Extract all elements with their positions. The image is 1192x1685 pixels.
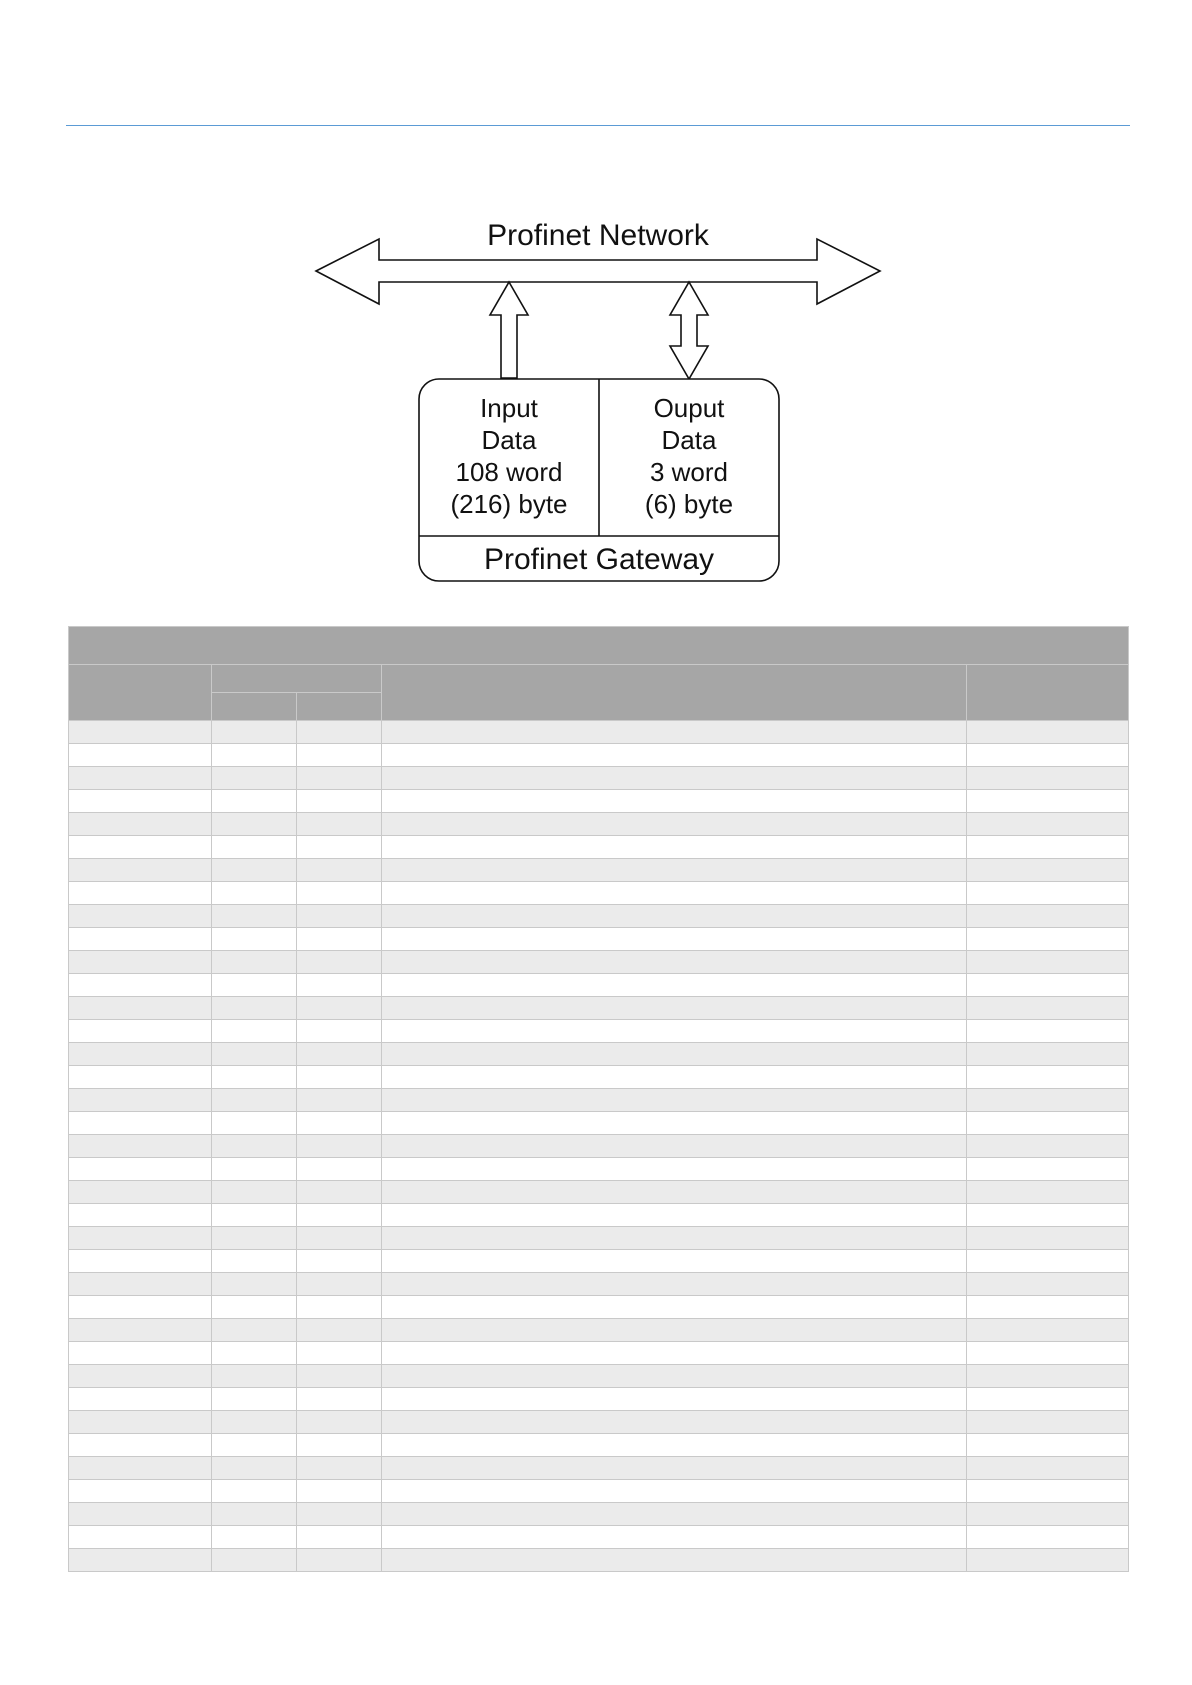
table-cell <box>382 1181 967 1204</box>
table-cell <box>297 1503 382 1526</box>
table-cell <box>69 1227 212 1250</box>
table-cell <box>382 1112 967 1135</box>
table-cell <box>382 767 967 790</box>
table-cell <box>297 1089 382 1112</box>
table-cell <box>297 836 382 859</box>
table-cell <box>69 1549 212 1572</box>
table-cell <box>967 721 1129 744</box>
table-cell <box>967 836 1129 859</box>
table-row <box>69 1020 1129 1043</box>
table-cell <box>967 882 1129 905</box>
table-cell <box>212 767 297 790</box>
table-cell <box>382 1250 967 1273</box>
table-cell <box>382 1204 967 1227</box>
table-cell <box>297 790 382 813</box>
table-row <box>69 1526 1129 1549</box>
table-cell <box>382 813 967 836</box>
table-cell <box>382 905 967 928</box>
output-box-line-3: 3 word <box>649 457 729 487</box>
table-row <box>69 1411 1129 1434</box>
table-cell <box>69 859 212 882</box>
table-cell <box>212 951 297 974</box>
table-cell <box>69 1273 212 1296</box>
table-cell <box>297 997 382 1020</box>
table-cell <box>69 744 212 767</box>
table-cell <box>69 928 212 951</box>
table-cell <box>967 1112 1129 1135</box>
table-cell <box>967 813 1129 836</box>
table-cell <box>297 1549 382 1572</box>
table-row <box>69 1503 1129 1526</box>
data-table <box>68 626 1129 1572</box>
table-cell <box>382 790 967 813</box>
table-cell <box>69 1342 212 1365</box>
table-cell <box>297 1319 382 1342</box>
table-cell <box>69 1112 212 1135</box>
table-cell <box>212 813 297 836</box>
table-cell <box>967 1089 1129 1112</box>
table-cell <box>212 1043 297 1066</box>
table-cell <box>212 1135 297 1158</box>
table-cell <box>212 721 297 744</box>
table-cell <box>69 767 212 790</box>
header-cell-col1 <box>69 665 212 721</box>
table-cell <box>69 1181 212 1204</box>
table-cell <box>297 1388 382 1411</box>
network-label: Profinet Network <box>487 219 709 252</box>
table-cell <box>297 1112 382 1135</box>
table-cell <box>69 790 212 813</box>
table-cell <box>967 1549 1129 1572</box>
header-subcell-b <box>297 693 382 721</box>
table-row <box>69 928 1129 951</box>
table-cell <box>69 813 212 836</box>
output-box-line-1: Ouput <box>653 393 725 423</box>
table-cell <box>297 1227 382 1250</box>
table-cell <box>297 1526 382 1549</box>
table-cell <box>297 1273 382 1296</box>
table-cell <box>212 1457 297 1480</box>
table-cell <box>69 1526 212 1549</box>
table-cell <box>69 1319 212 1342</box>
table-cell <box>967 1250 1129 1273</box>
table-cell <box>69 1020 212 1043</box>
table-cell <box>967 744 1129 767</box>
table-cell <box>967 859 1129 882</box>
table-title-cell <box>69 627 1129 665</box>
table-cell <box>212 1020 297 1043</box>
table-cell <box>382 1158 967 1181</box>
table-row <box>69 1250 1129 1273</box>
table-cell <box>382 1227 967 1250</box>
table-row <box>69 997 1129 1020</box>
table-cell <box>967 1480 1129 1503</box>
table-row <box>69 1066 1129 1089</box>
header-cell-col4 <box>382 665 967 721</box>
table-cell <box>212 1296 297 1319</box>
table-cell <box>212 1503 297 1526</box>
table-cell <box>382 1020 967 1043</box>
table-cell <box>967 1411 1129 1434</box>
table-cell <box>212 1089 297 1112</box>
header-subcell-a <box>212 693 297 721</box>
table-cell <box>212 1227 297 1250</box>
table-cell <box>967 1135 1129 1158</box>
table-cell <box>212 1411 297 1434</box>
table-cell <box>212 1342 297 1365</box>
table-cell <box>297 859 382 882</box>
table-cell <box>297 813 382 836</box>
table-row <box>69 1388 1129 1411</box>
table-cell <box>297 905 382 928</box>
table-row <box>69 1549 1129 1572</box>
table-cell <box>382 1388 967 1411</box>
table-body <box>69 721 1129 1572</box>
table-row <box>69 1112 1129 1135</box>
table-row <box>69 882 1129 905</box>
table-cell <box>967 1526 1129 1549</box>
table-cell <box>382 1066 967 1089</box>
table-cell <box>297 1365 382 1388</box>
table-cell <box>69 836 212 859</box>
table-cell <box>212 905 297 928</box>
profinet-diagram <box>0 0 1192 600</box>
table-row <box>69 1089 1129 1112</box>
table-cell <box>297 1296 382 1319</box>
table-cell <box>967 1204 1129 1227</box>
table-cell <box>382 951 967 974</box>
table-cell <box>382 1342 967 1365</box>
table-cell <box>382 974 967 997</box>
table-cell <box>382 1411 967 1434</box>
table-cell <box>212 1480 297 1503</box>
table-cell <box>212 859 297 882</box>
table-row <box>69 836 1129 859</box>
table-cell <box>382 1273 967 1296</box>
output-box-line-4: (6) byte <box>644 489 734 519</box>
table-cell <box>382 1434 967 1457</box>
table-row <box>69 1365 1129 1388</box>
table-cell <box>382 859 967 882</box>
table-row <box>69 859 1129 882</box>
table-cell <box>297 1181 382 1204</box>
input-box-line-3: 108 word <box>455 457 563 487</box>
table-cell <box>382 1365 967 1388</box>
gateway-label: Profinet Gateway <box>483 543 715 576</box>
table-cell <box>297 721 382 744</box>
table-cell <box>382 997 967 1020</box>
table-row <box>69 1434 1129 1457</box>
table-cell <box>967 997 1129 1020</box>
table-cell <box>382 1549 967 1572</box>
table-cell <box>212 1319 297 1342</box>
table-cell <box>967 1342 1129 1365</box>
output-bidirectional-arrow <box>670 282 708 379</box>
table-cell <box>967 1503 1129 1526</box>
table-row <box>69 721 1129 744</box>
table-cell <box>212 790 297 813</box>
table-row <box>69 1273 1129 1296</box>
table-row <box>69 790 1129 813</box>
table-cell <box>967 1365 1129 1388</box>
table-row <box>69 1227 1129 1250</box>
input-up-arrow <box>490 282 528 378</box>
table-cell <box>297 1043 382 1066</box>
table-cell <box>212 1181 297 1204</box>
table-cell <box>69 1043 212 1066</box>
table-cell <box>382 1457 967 1480</box>
table-cell <box>69 1296 212 1319</box>
table-cell <box>382 1526 967 1549</box>
table-cell <box>382 1043 967 1066</box>
table-row <box>69 813 1129 836</box>
table-cell <box>297 1250 382 1273</box>
table-cell <box>382 836 967 859</box>
table-cell <box>297 1204 382 1227</box>
table-cell <box>212 1388 297 1411</box>
table-cell <box>212 1434 297 1457</box>
table-cell <box>212 1365 297 1388</box>
table-cell <box>69 1250 212 1273</box>
table-cell <box>69 1204 212 1227</box>
table-cell <box>967 1273 1129 1296</box>
table-cell <box>297 1411 382 1434</box>
input-box-line-4: (216) byte <box>450 489 568 519</box>
table-cell <box>967 1181 1129 1204</box>
table-row <box>69 1158 1129 1181</box>
table-cell <box>69 974 212 997</box>
table-cell <box>69 1503 212 1526</box>
table-cell <box>69 1089 212 1112</box>
table-cell <box>382 1296 967 1319</box>
table-row <box>69 974 1129 997</box>
table-cell <box>382 1480 967 1503</box>
table-cell <box>967 790 1129 813</box>
table-cell <box>212 882 297 905</box>
table-cell <box>967 1043 1129 1066</box>
table-cell <box>69 1365 212 1388</box>
table-row <box>69 1480 1129 1503</box>
table-cell <box>212 1204 297 1227</box>
table-cell <box>212 1549 297 1572</box>
header-cell-col5 <box>967 665 1129 721</box>
table-cell <box>967 1020 1129 1043</box>
table-cell <box>212 997 297 1020</box>
table-cell <box>212 1250 297 1273</box>
table-cell <box>967 1319 1129 1342</box>
table-cell <box>69 1158 212 1181</box>
table-cell <box>967 905 1129 928</box>
input-box-line-2: Data <box>481 425 537 455</box>
table-row <box>69 905 1129 928</box>
table-cell <box>297 1480 382 1503</box>
table-cell <box>967 1388 1129 1411</box>
table-cell <box>212 1158 297 1181</box>
table-cell <box>382 744 967 767</box>
table-cell <box>212 928 297 951</box>
table-cell <box>967 951 1129 974</box>
table-cell <box>69 1457 212 1480</box>
table-row <box>69 1342 1129 1365</box>
table-cell <box>967 1227 1129 1250</box>
table-cell <box>212 974 297 997</box>
table-cell <box>297 928 382 951</box>
table-row <box>69 1181 1129 1204</box>
table-cell <box>297 951 382 974</box>
table-cell <box>297 1135 382 1158</box>
table-cell <box>212 836 297 859</box>
table-cell <box>69 1066 212 1089</box>
table-row <box>69 1043 1129 1066</box>
table-cell <box>69 1388 212 1411</box>
table-cell <box>297 744 382 767</box>
table-cell <box>297 1020 382 1043</box>
table-cell <box>382 721 967 744</box>
table-cell <box>212 1526 297 1549</box>
table-cell <box>69 905 212 928</box>
table-cell <box>69 1135 212 1158</box>
data-table-container <box>68 626 1128 1572</box>
table-cell <box>297 1434 382 1457</box>
table-cell <box>967 928 1129 951</box>
table-cell <box>69 1434 212 1457</box>
input-box-line-1: Input <box>480 393 538 423</box>
table-cell <box>69 951 212 974</box>
table-cell <box>967 1457 1129 1480</box>
table-cell <box>297 767 382 790</box>
table-cell <box>382 1089 967 1112</box>
table-cell <box>382 1135 967 1158</box>
output-box-line-2: Data <box>661 425 717 455</box>
table-cell <box>297 1342 382 1365</box>
table-cell <box>69 882 212 905</box>
table-cell <box>297 882 382 905</box>
table-cell <box>967 767 1129 790</box>
table-cell <box>297 1066 382 1089</box>
table-cell <box>382 928 967 951</box>
table-cell <box>967 1434 1129 1457</box>
table-cell <box>967 1296 1129 1319</box>
table-cell <box>212 1066 297 1089</box>
table-cell <box>212 1273 297 1296</box>
table-cell <box>382 882 967 905</box>
table-cell <box>967 1158 1129 1181</box>
table-cell <box>382 1503 967 1526</box>
table-cell <box>297 974 382 997</box>
table-row <box>69 1135 1129 1158</box>
table-row <box>69 1319 1129 1342</box>
table-cell <box>69 997 212 1020</box>
table-cell <box>69 1480 212 1503</box>
table-row <box>69 744 1129 767</box>
table-cell <box>212 1112 297 1135</box>
header-cell-group <box>212 665 382 693</box>
table-cell <box>297 1457 382 1480</box>
table-cell <box>382 1319 967 1342</box>
table-row <box>69 951 1129 974</box>
table-cell <box>69 721 212 744</box>
table-row <box>69 767 1129 790</box>
table-cell <box>212 744 297 767</box>
table-cell <box>69 1411 212 1434</box>
table-row <box>69 1457 1129 1480</box>
table-cell <box>967 1066 1129 1089</box>
table-row <box>69 1296 1129 1319</box>
table-cell <box>297 1158 382 1181</box>
table-cell <box>967 974 1129 997</box>
table-row <box>69 1204 1129 1227</box>
